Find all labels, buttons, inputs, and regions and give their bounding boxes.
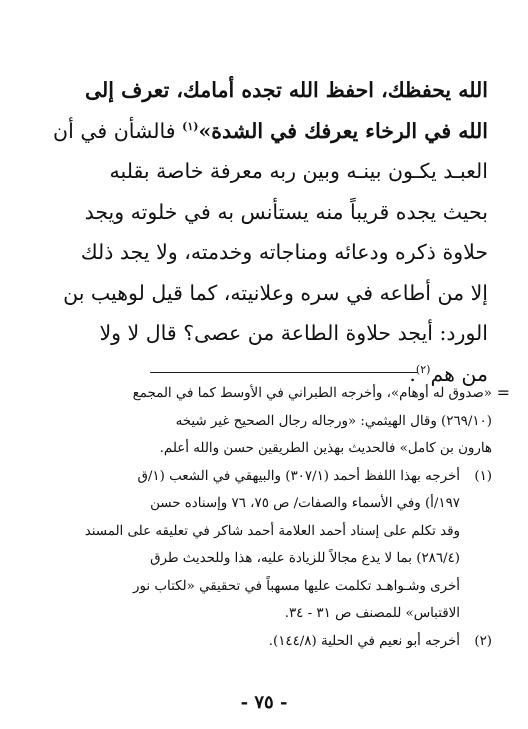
- footnote-ref: (٢): [415, 362, 431, 376]
- footnote-text: أخرجه بهذا اللفظ أحمد (٣٠٧/١) والبيهقي في الشعب (١/ق: [137, 468, 460, 484]
- main-text-segment: فالشأن في أن: [53, 118, 183, 143]
- continuation-marker: =: [496, 383, 510, 402]
- page-number: - ٧٥ -: [240, 692, 288, 713]
- footnote-ref: (١): [182, 119, 199, 133]
- footnote-continuation-line: (٢٦٩/١٠) وقال الهيثمي: «ورجاله رجال الصحيح غير شيخه: [175, 413, 492, 429]
- main-text-segment: من هم: [430, 361, 488, 386]
- footnotes-block: [40, 380, 510, 655]
- main-text-line: حلاوة ذكره ودعائه ومناجاته وخدمته، ولا يجد ذلك: [80, 240, 488, 264]
- footnote-1-line: الاقتباس» للمصنف ص ٣١ - ٣٤.: [284, 606, 460, 621]
- main-text-line: العبـد يكـون بينـه وبين ربه معرفة خاصة بقلبه: [109, 159, 488, 183]
- main-text-line: بحيث يجده قريباً منه يستأنس به في خلوته ويجد: [84, 199, 488, 224]
- footnote-continuation-line: هارون بن كامل» فالحديث بهذين الطريقين حسن والله أعلم.: [159, 441, 492, 456]
- footnote-1-line: [40, 463, 492, 491]
- footnote-number: (٢): [474, 633, 492, 649]
- footnote-1-line: ١٩٧/أ) وفي الأسماء والصفات/ ص ٧٥، ٧٦ وإسناده حسن: [150, 496, 460, 511]
- footnote-divider: [150, 372, 418, 373]
- main-text-line: إلا من أطاعه في سره وعلانيته، كما قيل لوهيب بن: [63, 280, 488, 305]
- main-text-line: [40, 111, 488, 152]
- footnote-2-line: [40, 628, 492, 656]
- main-text-segment: .: [409, 361, 416, 386]
- footnote-number: (١): [474, 468, 492, 484]
- footnote-1-line: وقد تكلم على إسناد أحمد العلامة أحمد شاكر في تعليقه على المسند: [84, 523, 460, 539]
- footnote-1-line: أخرى وشـواهـد تكلمت عليها مسهباً في تحقيقي «لكتاب نور: [133, 578, 460, 594]
- footnote-text: أخرجه أبو نعيم في الحلية (١٤٤/٨).: [268, 633, 460, 649]
- main-text-segment: الله في الرخاء يعرفك في الشدة»: [198, 118, 488, 143]
- main-text-line: الله يحفظك، احفظ الله تجده أمامك، تعرف إلى: [84, 78, 488, 102]
- footnote-continuation-line: «صدوق له أوهام»، وأخرجه الطبراني في الأوسط كما في المجمع: [132, 386, 492, 401]
- main-text-block: [40, 70, 488, 394]
- main-text-line: الورد: أيجد حلاوة الطاعة من عصى؟ قال لا ولا: [99, 321, 488, 345]
- footnote-1-line: (٢٨٦/٤) بما لا يدع مجالاً للزيادة عليه، هذا وللحديث طرق: [150, 551, 460, 566]
